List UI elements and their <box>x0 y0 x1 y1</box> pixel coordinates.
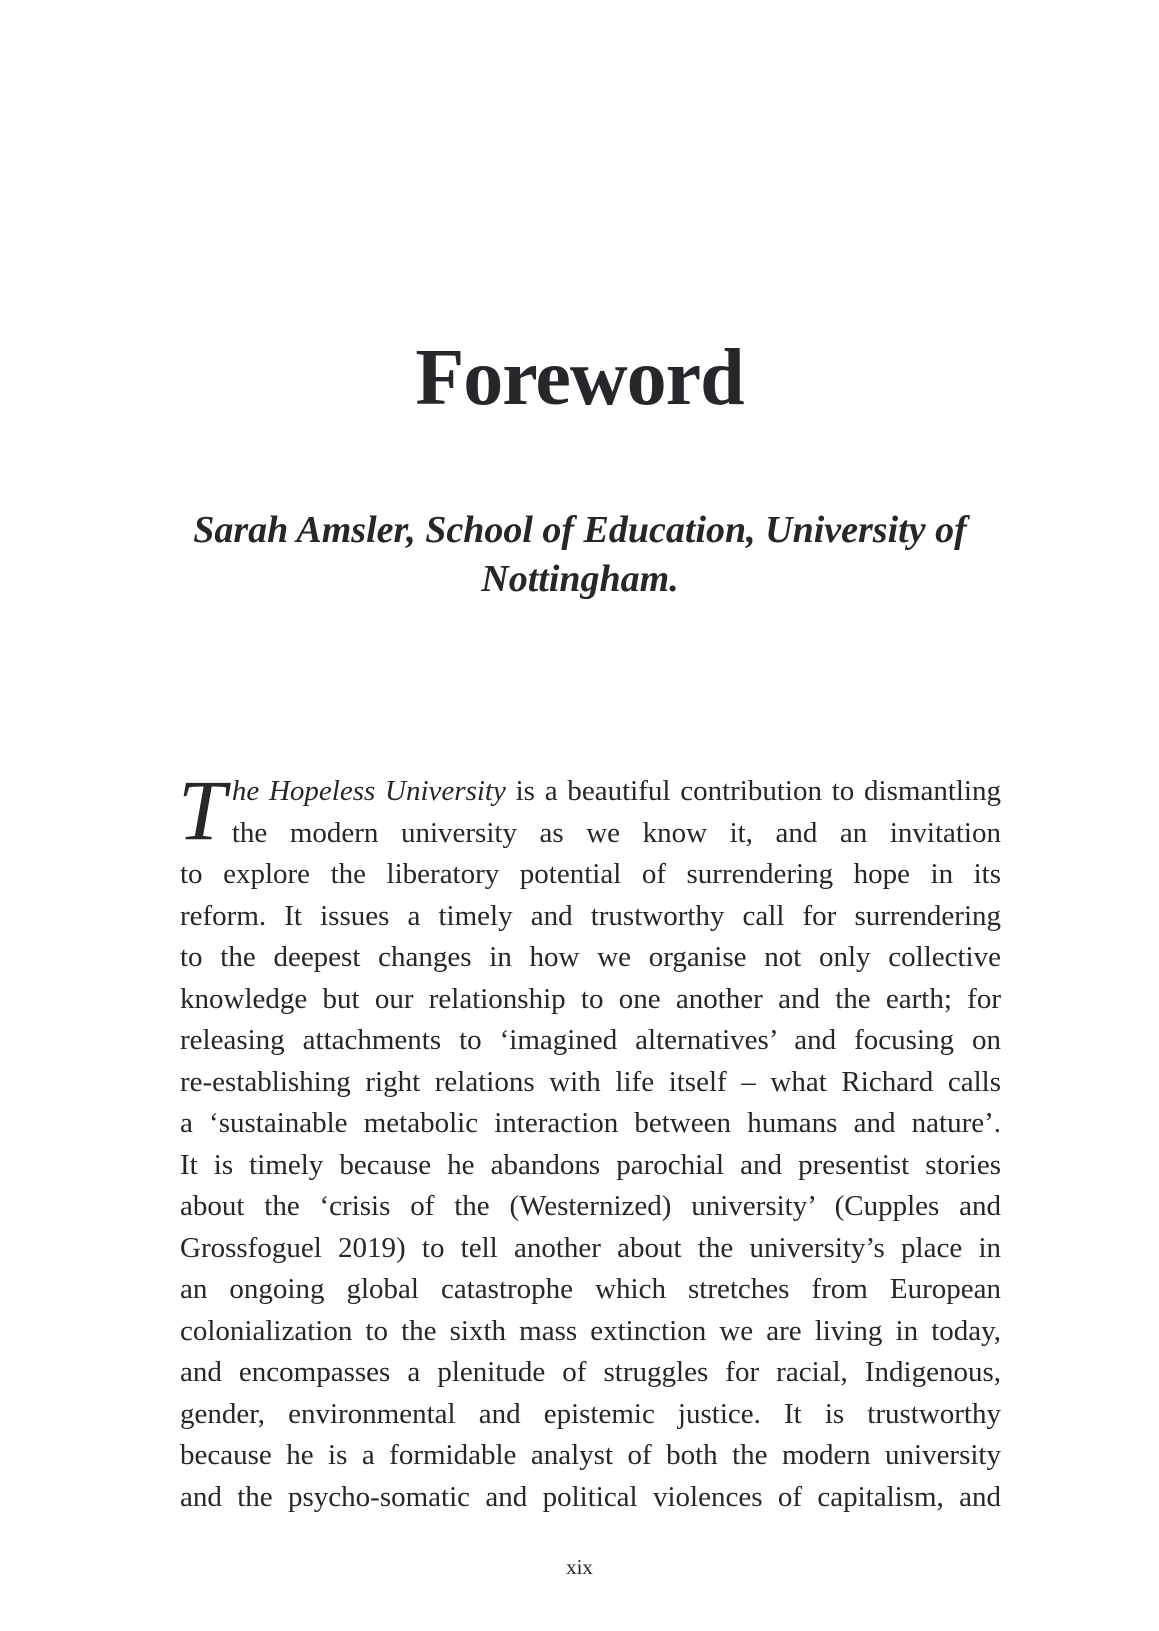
body-line: gender, environmental and epistemic justice. It is trustworthy <box>180 1397 1001 1430</box>
body-line: releasing attachments to ‘imagined alternatives’ and focusing on <box>180 1024 1001 1056</box>
body-line: a ‘sustainable metabolic interaction between humans and nature’. <box>180 1107 1001 1139</box>
body-line: re-establishing right relations with life itself – what Richard calls <box>180 1065 1001 1098</box>
drop-cap: T <box>178 762 226 858</box>
body-line: because he is a formidable analyst of both the modern university <box>180 1439 1001 1471</box>
body-line: to explore the liberatory potential of surrendering hope in its <box>180 858 1001 890</box>
body-line: colonialization to the sixth mass extinction we are living in today, <box>180 1314 1001 1347</box>
author-byline: Sarah Amsler, School of Education, University of Nottingham. <box>193 509 967 600</box>
body-line: knowledge but our relationship to one another and the earth; for <box>180 982 1001 1015</box>
page-number: xix <box>566 1555 593 1579</box>
body-line: an ongoing global catastrophe which stretches from European <box>180 1273 1001 1305</box>
body-line: Grossfoguel 2019) to tell another about the university’s place in <box>180 1231 1001 1264</box>
body-line-text: is a beautiful contribution to dismantling <box>505 775 1001 807</box>
body-line: and encompasses a plenitude of struggles for racial, Indigenous, <box>180 1356 1001 1388</box>
body-line <box>180 771 1001 813</box>
body-line: to the deepest changes in how we organise not only collective <box>180 941 1001 973</box>
body-line: and the psycho-somatic and political violences of capitalism, and <box>180 1480 1001 1513</box>
body-line: about the ‘crisis of the (Westernized) university’ (Cupples and <box>180 1190 1001 1222</box>
book-title-italic: he Hopeless University <box>231 775 506 807</box>
body-line: It is timely because he abandons parochial and presentist stories <box>180 1148 1001 1181</box>
page-title: Foreword <box>415 334 744 422</box>
body-line: the modern university as we know it, and an invitation <box>231 816 1001 849</box>
body-line: reform. It issues a timely and trustworthy call for surrendering <box>180 899 1001 932</box>
body-paragraph <box>178 762 1001 1518</box>
